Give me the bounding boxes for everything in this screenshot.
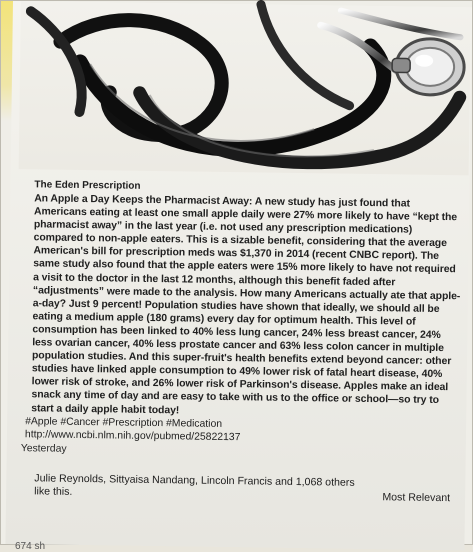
post-title: The Eden Prescription <box>34 179 141 192</box>
shares-count[interactable]: 674 sh <box>15 541 46 552</box>
reactions-row <box>34 472 458 508</box>
printed-page <box>5 1 472 550</box>
stethoscope-image <box>19 1 471 175</box>
post-hashtags[interactable]: #Apple #Cancer #Prescription #Medication <box>25 415 223 430</box>
likes-summary[interactable]: Julie Reynolds, Sittyaisa Nandang, Lincoln Francis and 1,068 others like this. <box>34 471 355 498</box>
stethoscope-photo <box>19 1 471 175</box>
post-link[interactable]: http://www.ncbi.nlm.nih.gov/pubmed/25822137 <box>24 428 241 443</box>
post-content <box>20 179 462 508</box>
comment-sort-dropdown[interactable]: Most Relevant <box>382 490 451 504</box>
post-body: An Apple a Day Keeps the Pharmacist Away: A new study has just found that Americans eating at least one small apple daily were 27% more likely to have “kept the pharmacist away” in the last year (i.e. not used any prescription medications) compared to non-apple eaters. This is a sizable benefit, considering that the average American's bill for prescription meds was $1,370 in 2014 (recent CNBC report). The same study also found that the apple eaters were 15% more likely to have not required a visit to the doctor in the last 12 months, although this benefit faded after “adjustments” were made to the analysis. How many Americans actually ate that apple-a-day? Just 9 percent! Population studies have shown that ideally, we should all be eating a medium apple (180 grams) every day for optimum health. This level of consumption has been linked to 40% less lung cancer, 24% less breast cancer, 24% less ovarian cancer, 40% less prostate cancer and 63% less colon cancer in multiple population studies. And this super-fruit's health benefits extend beyond cancer: other studies have linked apple consumption to 49% lower risk of fatal heart disease, 40% lower risk of stroke, and 26% lower risk of Parkinson's disease. Apples make an ideal snack any time of day and are easy to take with us to the office or school—so try to start a daily apple habit today! <box>31 193 461 416</box>
post-timestamp: Yesterday <box>20 442 67 455</box>
